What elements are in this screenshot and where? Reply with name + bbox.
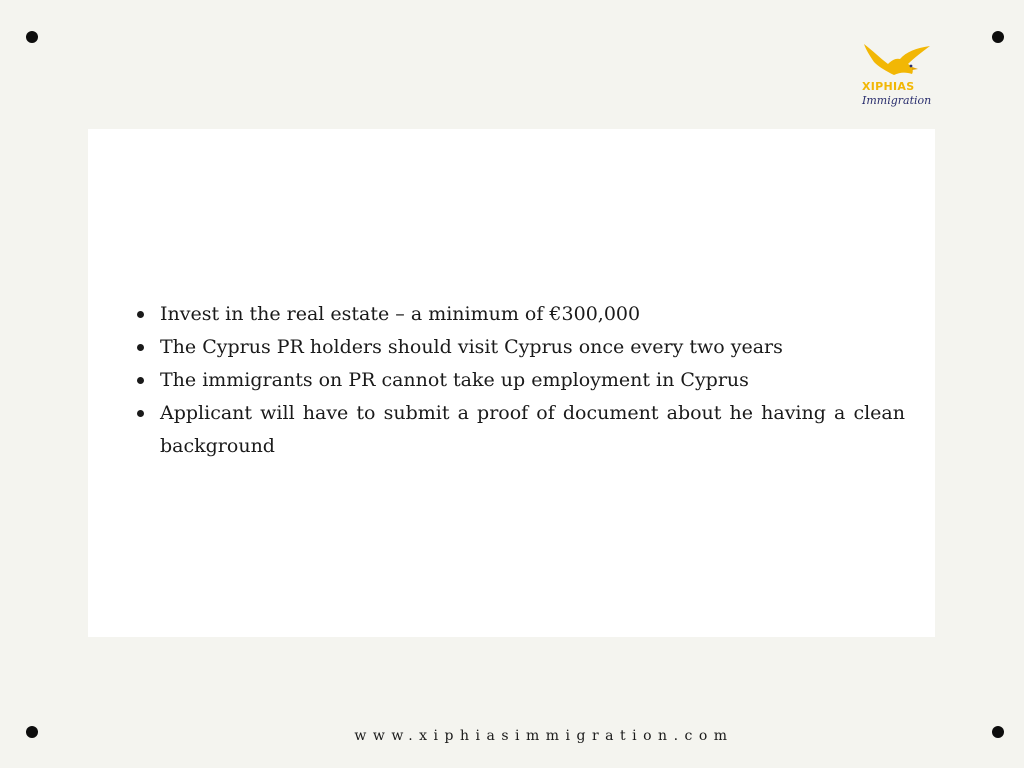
bullet-item-employment: The immigrants on PR cannot take up employment in Cyprus (160, 364, 905, 397)
bullet-item-visit-requirement: The Cyprus PR holders should visit Cyprus once every two years (160, 331, 905, 364)
xiphias-logo (858, 42, 938, 112)
eagle-icon (862, 42, 934, 82)
corner-dot-top-right (992, 31, 1004, 43)
logo-brand-text: XIPHIAS (862, 80, 915, 93)
logo-tagline-text: Immigration (862, 94, 932, 107)
corner-dot-top-left (26, 31, 38, 43)
footer-website-url: www.xiphiasimmigration.com (354, 728, 734, 744)
bullet-item-real-estate: Invest in the real estate – a minimum of €300,000 (160, 298, 905, 331)
bullet-item-clean-background: Applicant will have to submit a proof of document about he having a clean background (160, 397, 905, 463)
bullet-list (0, 298, 935, 463)
